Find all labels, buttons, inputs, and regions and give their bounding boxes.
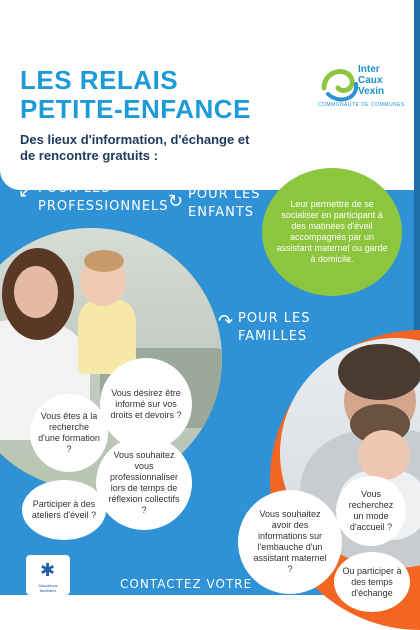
arrow-enfants-icon: ↻ xyxy=(168,191,184,211)
logo-line-2: Caux xyxy=(358,75,383,86)
caf-star-icon: ✱ xyxy=(40,560,56,580)
bubble-ateliers-eveil: Participer à des ateliers d'éveil ? xyxy=(22,480,106,540)
section-enfants: POUR LES ENFANTS xyxy=(188,187,261,220)
section-familles: POUR LES FAMILLES xyxy=(238,311,311,344)
toddler-hair xyxy=(84,250,124,272)
page-subtitle: Des lieux d'information, d'échange et de rencontre gratuits : xyxy=(20,132,250,163)
title-line-2: PETITE-ENFANCE xyxy=(20,94,251,124)
page-title xyxy=(20,66,251,124)
father-hair xyxy=(338,344,420,400)
section-professionnels: POUR LES PROFESSIONNELS xyxy=(38,181,169,214)
logo-line-3: Vexin xyxy=(358,86,385,97)
logo-tagline: COMMUNAUTÉ DE COMMUNES xyxy=(318,102,405,108)
bubble-formation: Vous êtes à la recherche d'une formation ? xyxy=(30,394,108,472)
caf-text: Allocations familiales xyxy=(38,583,58,593)
bubble-embauche: Vous souhaitez avoir des informations sur l'embauche d'un assistant maternel ? xyxy=(238,490,342,594)
arrow-familles-icon: ↷ xyxy=(218,311,234,331)
enfants-bubble: Leur permettre de se socialiser en participant à des matinées d'éveil accompagnés par un assistant maternel ou garde à domicile. xyxy=(262,168,402,296)
bubble-droits-devoirs: Vous désirez être informé sur vos droits et devoirs ? xyxy=(100,358,192,450)
bubble-professionnaliser: Vous souhaitez vous professionnaliser lors de temps de réflexion collectifs ? xyxy=(96,436,192,530)
contact-text: CONTACTEZ VOTRE xyxy=(120,577,253,591)
bubble-temps-echange: Ou participer à des temps d'échange xyxy=(334,552,410,612)
caf-logo xyxy=(26,555,70,595)
title-line-1: LES RELAIS xyxy=(20,65,179,95)
logo-line-1: Inter xyxy=(358,64,380,75)
bubble-mode-accueil: Vous recherchez un mode d'accueil ? xyxy=(336,476,406,546)
mother-face xyxy=(14,266,58,318)
logo-wordmark xyxy=(358,64,384,97)
arrow-pro-icon: ↙ xyxy=(18,181,34,201)
infant-head xyxy=(358,430,410,480)
